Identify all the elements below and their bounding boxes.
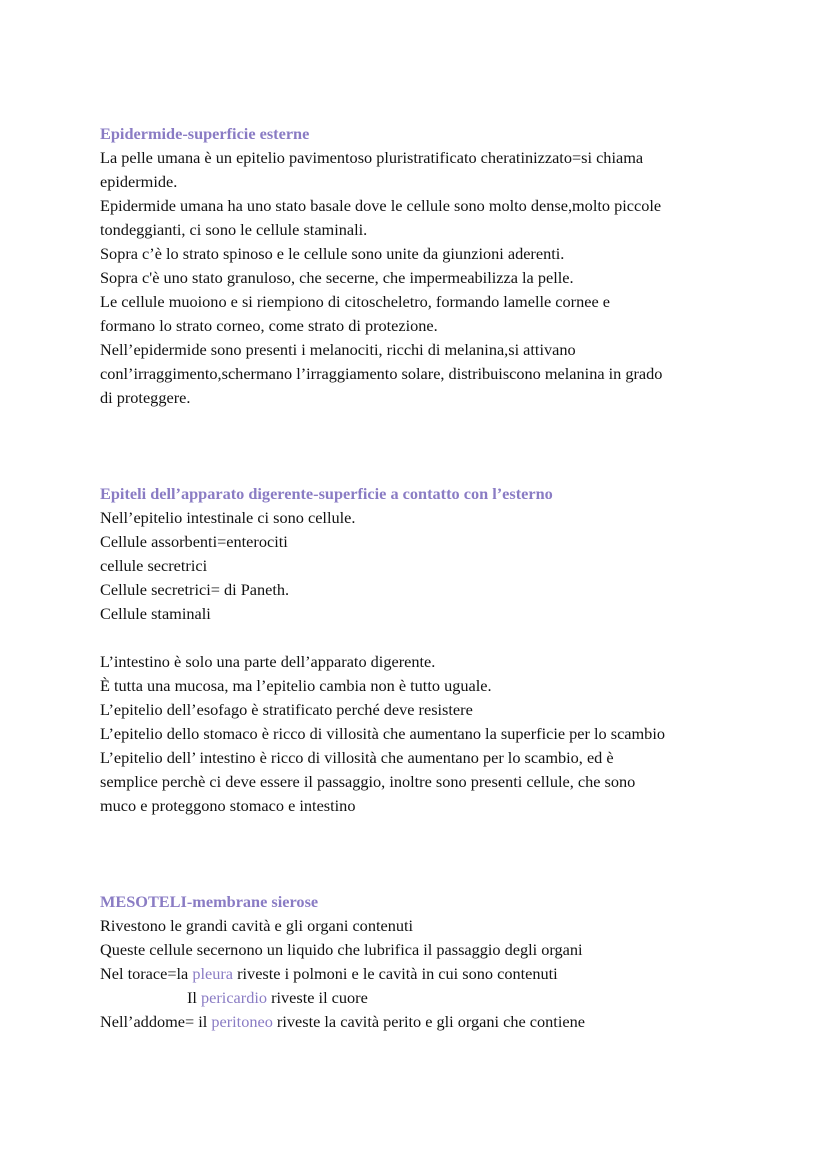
paragraph-spacer — [100, 626, 760, 650]
term-peritoneo: peritoneo — [211, 1012, 273, 1031]
list-line: Nell’epitelio intestinale ci sono cellule. — [100, 508, 356, 527]
paragraph-line-pleura — [100, 962, 760, 986]
document-page — [100, 122, 760, 1034]
paragraph-line: L’epitelio dello stomaco è ricco di villosità che aumentano la superficie per lo scambio — [100, 724, 665, 743]
line-text: riveste i polmoni e le cavità in cui sono contenuti — [233, 964, 558, 983]
section-body-mesoteli — [100, 914, 760, 1034]
section-spacer — [100, 410, 760, 482]
paragraph-line: epidermide. — [100, 172, 178, 191]
paragraph-line: L’intestino è solo una parte dell’apparato digerente. — [100, 652, 436, 671]
section-title-mesoteli: MESOTELI-membrane sierose — [100, 892, 319, 911]
line-text: Il — [187, 988, 202, 1007]
list-line: cellule secretrici — [100, 556, 208, 575]
section-title-epidermide: Epidermide-superficie esterne — [100, 124, 310, 143]
paragraph-line: Le cellule muoiono e si riempiono di citoscheletro, formando lamelle cornee e — [100, 292, 610, 311]
paragraph-line: Queste cellule secernono un liquido che lubrifica il passaggio degli organi — [100, 940, 583, 959]
list-line: Cellule staminali — [100, 604, 211, 623]
paragraph-line: L’epitelio dell’ intestino è ricco di villosità che aumentano per lo scambio, ed è — [100, 748, 614, 767]
paragraph-line: muco e proteggono stomaco e intestino — [100, 796, 356, 815]
paragraph-line-peritoneo — [100, 1010, 760, 1034]
paragraph-line-pericardio — [100, 986, 760, 1010]
term-pleura: pleura — [192, 964, 234, 983]
line-text: Nell’addome= il — [100, 1012, 212, 1031]
paragraph-line: Sopra c'è uno stato granuloso, che secerne, che impermeabilizza la pelle. — [100, 268, 574, 287]
section-body-epiteli-digerente — [100, 506, 760, 818]
paragraph-line: tondeggianti, ci sono le cellule staminali. — [100, 220, 368, 239]
section-body-epidermide — [100, 146, 760, 410]
section-spacer — [100, 818, 760, 890]
term-pericardio: pericardio — [201, 988, 268, 1007]
list-line: Cellule secretrici= di Paneth. — [100, 580, 290, 599]
section-title-epiteli-digerente: Epiteli dell’apparato digerente-superficie a contatto con l’esterno — [100, 484, 553, 503]
paragraph-line: L’epitelio dell’esofago è stratificato perché deve resistere — [100, 700, 473, 719]
paragraph-line: di proteggere. — [100, 388, 191, 407]
line-text: riveste la cavità perito e gli organi che contiene — [272, 1012, 585, 1031]
paragraph-line: formano lo strato corneo, come strato di protezione. — [100, 316, 438, 335]
paragraph-line: conl’irraggimento,schermano l’irraggiamento solare, distribuiscono melanina in grado — [100, 364, 663, 383]
list-line: Cellule assorbenti=enterociti — [100, 532, 288, 551]
paragraph-line: semplice perchè ci deve essere il passaggio, inoltre sono presenti cellule, che sono — [100, 772, 636, 791]
paragraph-line: Sopra c’è lo strato spinoso e le cellule sono unite da giunzioni aderenti. — [100, 244, 565, 263]
line-text: riveste il cuore — [267, 988, 368, 1007]
paragraph-line: È tutta una mucosa, ma l’epitelio cambia non è tutto uguale. — [100, 676, 492, 695]
paragraph-line: Rivestono le grandi cavità e gli organi contenuti — [100, 916, 414, 935]
paragraph-line: La pelle umana è un epitelio pavimentoso pluristratificato cheratinizzato=si chiama — [100, 148, 644, 167]
line-text: Nel torace=la — [100, 964, 193, 983]
paragraph-line: Epidermide umana ha uno stato basale dove le cellule sono molto dense,molto piccole — [100, 196, 662, 215]
paragraph-line: Nell’epidermide sono presenti i melanociti, ricchi di melanina,si attivano — [100, 340, 576, 359]
